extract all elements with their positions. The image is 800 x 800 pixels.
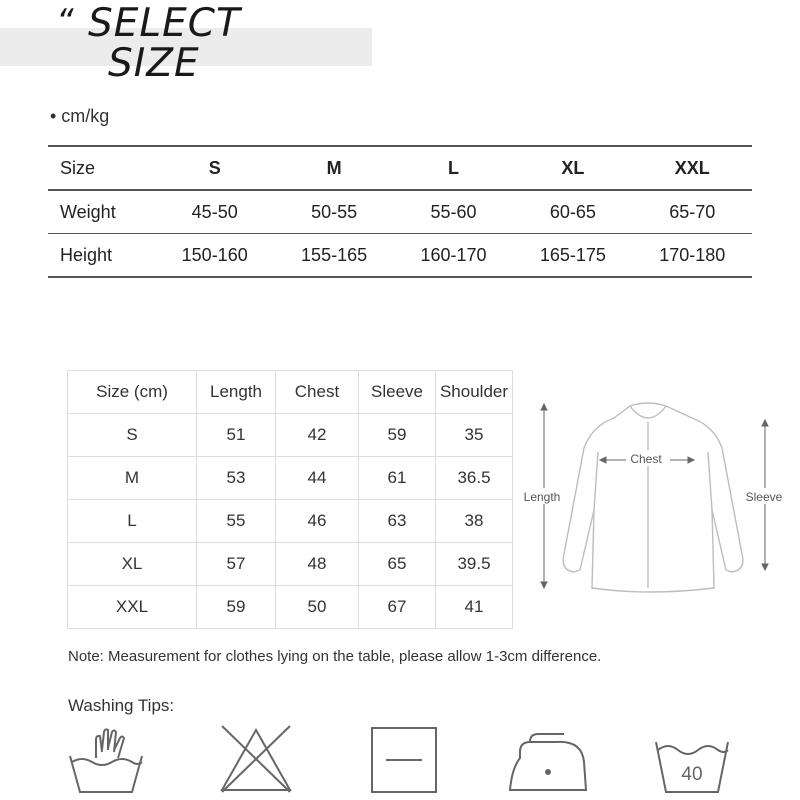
title-line-2: SIZE: [108, 41, 200, 86]
table-cell: 150-160: [155, 234, 274, 278]
table-cell: S: [68, 414, 197, 457]
table-cell: 65: [359, 543, 436, 586]
table-cell: 55: [197, 500, 276, 543]
table-row: [48, 190, 752, 234]
measurement-note: Note: Measurement for clothes lying on the table, please allow 1-3cm difference.: [68, 648, 602, 665]
table-cell: 160-170: [394, 234, 513, 278]
table-cell: 35: [436, 414, 513, 457]
table-row: [68, 371, 513, 414]
table-cell: 170-180: [633, 234, 752, 278]
measurement-table: [67, 370, 513, 629]
table-cell: 61: [359, 457, 436, 500]
table-cell: 57: [197, 543, 276, 586]
iron-icon: [508, 722, 588, 796]
table-cell: 36.5: [436, 457, 513, 500]
unit-label: • cm/kg: [50, 106, 110, 126]
tumble-dry-icon: [364, 722, 444, 796]
table-cell: Length: [197, 371, 276, 414]
table-cell: XXL: [633, 146, 752, 190]
table-cell: 48: [276, 543, 359, 586]
table-cell: 44: [276, 457, 359, 500]
size-weight-height-table: [48, 145, 752, 278]
title-line-1: SELECT: [88, 1, 241, 46]
table-row: [68, 457, 513, 500]
table-cell: 60-65: [549, 201, 596, 222]
washing-tips-title: Washing Tips:: [68, 696, 175, 715]
table-row: [68, 500, 513, 543]
table-cell: Height: [48, 234, 155, 278]
table-cell: M: [274, 146, 393, 190]
table-cell: Chest: [276, 371, 359, 414]
table-cell: 65-70: [669, 201, 716, 222]
table-cell: 50-55: [311, 201, 358, 222]
sleeve-label: Sleeve: [745, 490, 783, 504]
table-cell: 46: [276, 500, 359, 543]
table-cell: Size (cm): [68, 371, 197, 414]
table-cell: 63: [359, 500, 436, 543]
table-cell: S: [155, 146, 274, 190]
table-cell: 165-175: [513, 234, 632, 278]
table-cell: L: [394, 146, 513, 190]
table-cell: 59: [359, 414, 436, 457]
table-cell: 155-165: [274, 234, 393, 278]
table-cell: Shoulder: [436, 371, 513, 414]
table-cell: 53: [197, 457, 276, 500]
table-row: [68, 414, 513, 457]
wash-temp-label: 40: [681, 764, 703, 785]
table-cell: 59: [197, 586, 276, 629]
table-cell: 39.5: [436, 543, 513, 586]
table-cell: 45-50: [191, 201, 238, 222]
table-row: [48, 234, 752, 278]
table-cell: 67: [359, 586, 436, 629]
table-cell: XL: [513, 146, 632, 190]
table-cell: 51: [197, 414, 276, 457]
table-cell: Weight: [60, 201, 116, 222]
chest-label: Chest: [630, 452, 662, 466]
shirt-diagram: [518, 392, 790, 598]
table-cell: 42: [276, 414, 359, 457]
table-row: [68, 543, 513, 586]
table-row: [68, 586, 513, 629]
hand-wash-icon: [66, 722, 146, 796]
wash-40-icon: [652, 722, 732, 796]
table-cell: XL: [68, 543, 197, 586]
table-cell: XXL: [68, 586, 197, 629]
table-cell: L: [68, 500, 197, 543]
length-label: Length: [523, 490, 561, 504]
table-cell: 38: [436, 500, 513, 543]
table-cell: Size: [48, 146, 155, 190]
table-cell: Sleeve: [359, 371, 436, 414]
table-cell: M: [68, 457, 197, 500]
quote-mark: “: [56, 2, 74, 42]
table-cell: 55-60: [430, 201, 477, 222]
table-cell: 41: [436, 586, 513, 629]
table-row: [48, 146, 752, 190]
table-cell: 50: [276, 586, 359, 629]
do-not-bleach-icon: [216, 722, 296, 796]
